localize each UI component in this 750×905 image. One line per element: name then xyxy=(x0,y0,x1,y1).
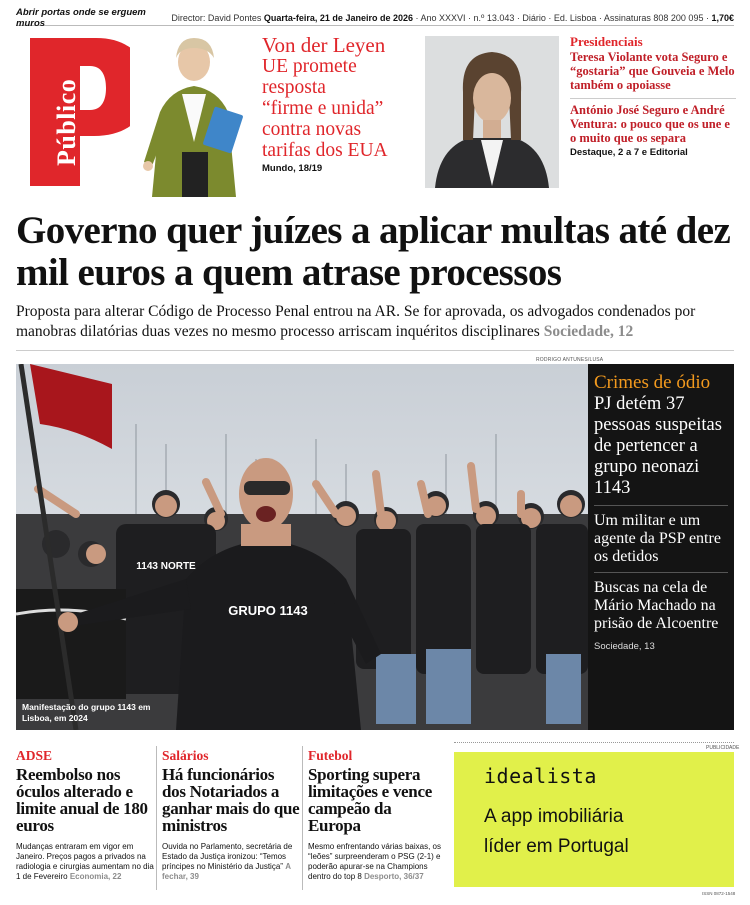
ad-divider xyxy=(454,742,734,743)
adse-body-text: Mudanças entraram em vigor em Janeiro. Preços pagos a privados na radiologia e cirurgias aumentam no dia 1 de Fevereiro xyxy=(16,842,154,881)
vdl-line-2: resposta xyxy=(262,77,326,98)
salarios-ref: A fechar, 39 xyxy=(162,862,291,881)
von-der-leyen-teaser[interactable] xyxy=(262,34,422,174)
column-divider xyxy=(156,746,157,890)
side-divider xyxy=(594,505,728,506)
top-strip xyxy=(16,6,734,29)
side-kicker: Crimes de ódio xyxy=(594,372,711,393)
futebol-ref: Desporto, 36/37 xyxy=(364,872,424,881)
futebol-column[interactable] xyxy=(308,748,446,882)
presidenciais-item-1: Teresa Violante vota Seguro e “gostaria” que Gouveia e Melo também o apoiasse xyxy=(570,50,735,92)
vdl-line-1: UE promete xyxy=(262,56,357,77)
adse-ref: Economia, 22 xyxy=(69,872,122,881)
adse-headline: Reembolso nos óculos alterado e limite anual de 180 euros xyxy=(16,765,148,835)
salarios-headline: Há funcionários dos Notariados a ganhar mais do que ministros xyxy=(162,765,300,835)
presidenciais-ref: Destaque, 2 a 7 e Editorial xyxy=(570,147,688,158)
vdl-line-3: “firme e unida” xyxy=(262,98,384,119)
futebol-body xyxy=(308,842,446,882)
vdl-line-4: contra novas xyxy=(262,119,362,140)
masthead xyxy=(16,32,414,197)
side-sub-1: Um militar e um agente da PSP entre os detidos xyxy=(594,512,721,565)
ad-label: PUBLICIDADE xyxy=(706,745,740,751)
von-der-leyen-photo xyxy=(130,32,258,197)
salarios-column[interactable] xyxy=(162,748,300,882)
issue-meta: Director: David Pontes Quarta-feira, 21 de Janeiro de 2026 · Ano XXXVI · n.º 13.043 · Diário · Ed. Lisboa · Assinaturas 808 200 095 · 1,70€ xyxy=(171,12,734,23)
idealista-ad[interactable] xyxy=(454,752,734,887)
presidenciais-kicker: Presidenciais xyxy=(570,34,643,49)
photo-credit: RODRIGO ANTUNES/LUSA xyxy=(536,357,604,363)
crimes-de-odio-panel[interactable] xyxy=(588,364,734,730)
lead-headline[interactable]: Governo quer juízes a aplicar multas até dez mil euros a quem atrase processos xyxy=(16,209,731,294)
side-ref: Sociedade, 13 xyxy=(594,641,655,652)
side-main: PJ detém 37 pessoas suspeitas de pertencer a grupo neonazi 1143 xyxy=(594,394,722,498)
futebol-headline: Sporting supera limitações e vence campeão da Europa xyxy=(308,765,432,835)
futebol-body-text: Mesmo enfrentando várias baixas, os “leões” surpreenderam o PSG (2-1) e poderão apurar-se na Champions dentro do top 8 xyxy=(308,842,441,881)
vdl-name: Von der Leyen xyxy=(262,33,386,57)
futebol-kicker: Futebol xyxy=(308,748,353,763)
adse-body xyxy=(16,842,154,882)
side-sub-2: Buscas na cela de Mário Machado na prisão de Alcoentre xyxy=(594,579,719,632)
divider xyxy=(16,350,734,351)
side-divider xyxy=(594,572,728,573)
issue-info: Ano XXXVI · n.º 13.043 · Diário · Ed. Lisboa · Assinaturas 808 200 095 · xyxy=(420,12,709,23)
salarios-kicker: Salários xyxy=(162,748,209,763)
tagline: Abrir portas onde se erguem muros xyxy=(16,6,146,29)
column-divider xyxy=(302,746,303,890)
ad-brand: idealista xyxy=(484,764,597,788)
adse-kicker: ADSE xyxy=(16,748,53,763)
director: Director: David Pontes xyxy=(171,12,262,23)
adse-column[interactable] xyxy=(16,748,154,882)
vdl-ref: Mundo, 18/19 xyxy=(262,163,323,174)
price: 1,70€ xyxy=(711,12,734,23)
hero-photo[interactable] xyxy=(16,364,588,730)
lead-ref: Sociedade, 12 xyxy=(543,323,634,340)
salarios-body xyxy=(162,842,300,882)
logo-word: Público xyxy=(52,78,81,166)
issn: ISSN 0872-1548 xyxy=(702,891,736,896)
ad-line-1: A app imobiliária xyxy=(484,806,624,827)
teresa-violante-photo xyxy=(425,36,559,188)
ad-line-2: líder em Portugal xyxy=(484,836,629,857)
presidenciais-item-2: António José Seguro e André Ventura: o pouco que os une e o muito que os separa xyxy=(570,98,736,145)
shirt-text: 1143 NORTE xyxy=(136,561,196,572)
presidenciais-teaser[interactable] xyxy=(570,34,736,158)
lead-standfirst xyxy=(16,302,736,342)
vdl-line-5: tarifas dos EUA xyxy=(262,140,388,161)
hero-caption: Manifestação do grupo 1143 em Lisboa, em 2024 xyxy=(22,702,151,723)
lead-standfirst-text: Proposta para alterar Código de Processo Penal entrou na AR. Se for aprovada, os advogados condenados por manobras dilatórias duas vezes no mesmo processo arriscam inquéritos disciplinares xyxy=(16,303,696,340)
issue-date: Quarta-feira, 21 de Janeiro de 2026 xyxy=(263,12,413,23)
salarios-body-text: Ouvida no Parlamento, secretária de Estado da Justiça ironizou: “Temos príncipes no Ministério da Justiça” xyxy=(162,842,293,871)
hoodie-text: GRUPO 1143 xyxy=(228,603,308,618)
